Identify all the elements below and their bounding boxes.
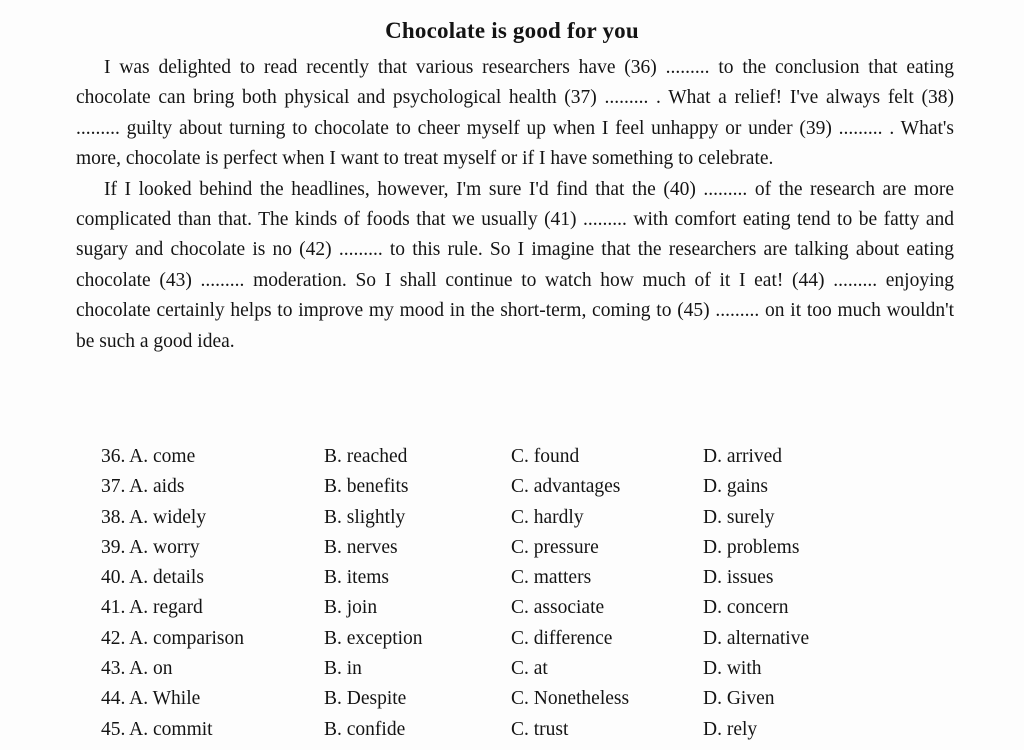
question-row-43: [0, 658, 1024, 688]
option-a: 42. A. comparison: [101, 627, 244, 649]
option-b: B. items: [324, 567, 390, 589]
option-b: B. confide: [324, 718, 406, 740]
passage: [76, 53, 954, 357]
answer-options: [0, 446, 1024, 749]
option-a: 39. A. worry: [101, 536, 200, 558]
option-a: 44. A. While: [101, 688, 201, 710]
option-d: D. gains: [703, 476, 768, 498]
option-d: D. rely: [703, 718, 758, 740]
paragraph-1: I was delighted to read recently that various researchers have (36) ......... to the conclusion that eating chocolate can bring both physical and psychological health (37) ......... . What a relief! I've always felt (38) ......... guilty about turning to chocolate to cheer myself up when I feel unhappy or under (39) ......... . What's more, chocolate is perfect when I want to treat myself or if I have something to celebrate.: [76, 57, 954, 170]
option-d: D. arrived: [703, 446, 783, 467]
option-a: 37. A. aids: [101, 476, 185, 498]
option-b: B. reached: [324, 446, 408, 467]
option-c: C. found: [511, 446, 580, 467]
question-row-38: [0, 507, 1024, 537]
option-b: B. benefits: [324, 476, 409, 498]
option-c: C. Nonetheless: [511, 688, 630, 710]
option-c: C. hardly: [511, 506, 584, 528]
question-row-44: [0, 688, 1024, 718]
question-row-45: [0, 719, 1024, 749]
option-a: 40. A. details: [101, 567, 204, 589]
option-b: B. nerves: [324, 536, 398, 558]
question-row-40: [0, 567, 1024, 597]
option-a: 45. A. commit: [101, 718, 213, 740]
option-b: B. exception: [324, 627, 423, 649]
option-d: D. with: [703, 658, 762, 680]
option-d: D. surely: [703, 506, 775, 528]
option-a: 43. A. on: [101, 658, 173, 680]
question-row-37: [0, 476, 1024, 506]
option-c: C. matters: [511, 567, 592, 589]
paragraph-2: If I looked behind the headlines, however, I'm sure I'd find that the (40) ......... of the research are more complicated than that. The kinds of foods that we usually (41) ......... with comfort eating tend to be fatty and sugary and chocolate is no (42) ......... to this rule. So I imagine that the researchers are talking about eating chocolate (43) ......... moderation. So I shall continue to watch how much of it I eat! (44) ......... enjoying chocolate certainly helps to improve my mood in the short-term, coming to (45) ......... on it too much wouldn't be such a good idea.: [76, 178, 954, 352]
option-c: C. pressure: [511, 536, 599, 558]
question-row-36: [0, 446, 1024, 476]
question-row-39: [0, 537, 1024, 567]
option-c: C. difference: [511, 627, 613, 649]
option-d: D. alternative: [703, 627, 810, 649]
option-a: 41. A. regard: [101, 597, 203, 619]
option-a: 36. A. come: [101, 446, 196, 467]
option-d: D. concern: [703, 597, 789, 619]
option-d: D. problems: [703, 536, 800, 558]
question-row-42: [0, 628, 1024, 658]
option-b: B. in: [324, 658, 362, 680]
option-a: 38. A. widely: [101, 506, 207, 528]
option-c: C. trust: [511, 718, 569, 740]
question-row-41: [0, 597, 1024, 627]
option-c: C. at: [511, 658, 548, 680]
option-b: B. Despite: [324, 688, 407, 710]
document-title: Chocolate is good for you: [385, 18, 639, 43]
option-b: B. join: [324, 597, 378, 619]
option-d: D. Given: [703, 688, 775, 710]
option-c: C. associate: [511, 597, 605, 619]
option-b: B. slightly: [324, 506, 406, 528]
option-c: C. advantages: [511, 476, 621, 498]
option-d: D. issues: [703, 567, 774, 589]
